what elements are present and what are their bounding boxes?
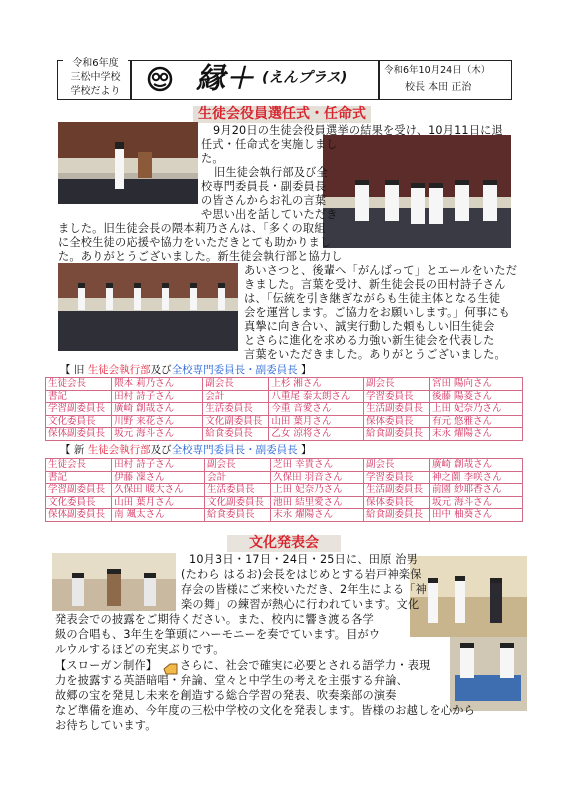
- roster-name: 山田 葉月さん: [269, 415, 364, 428]
- bracket-open: 【: [60, 444, 71, 456]
- bracket-close: 】: [301, 364, 312, 376]
- roster-name: 廣崎 創哉さん: [112, 403, 203, 416]
- roster-new-group1: 生徒会執行部: [87, 444, 151, 456]
- article2-line-3: 存会の皆様にご来校いただき、2年生による「神: [181, 583, 428, 596]
- roster-name: 廣崎 創哉さん: [430, 459, 523, 472]
- roster-role: 副会長: [363, 378, 429, 391]
- roster-role: 生徒会長: [46, 459, 112, 472]
- roster-role: 会計: [203, 390, 269, 403]
- roster-role: 生活委員長: [203, 403, 269, 416]
- roster-role: 生徒会長: [46, 378, 112, 391]
- article2-line-5: 発表会での披露をご期待ください。また、校内に響き渡る各学: [55, 613, 374, 626]
- roster-name: 後藤 陽菱さん: [430, 390, 523, 403]
- roster-new-table: [45, 458, 523, 522]
- roster-old-group2: 全校専門委員長・副委員長: [171, 364, 298, 376]
- roster-role: 給食副委員長: [363, 509, 429, 522]
- roster-name: 神之薗 李咲さん: [430, 471, 523, 484]
- roster-name: 末永 燿陽さん: [271, 509, 364, 522]
- roster-role: 生活委員長: [204, 484, 270, 497]
- article1-line-6: の皆さんからお礼の言葉: [201, 194, 327, 207]
- roster-role: 保体副委員長: [46, 509, 112, 522]
- photo-retiring-council: [58, 263, 238, 351]
- pointing-hand-icon: [163, 660, 178, 672]
- roster-name: 坂元 海斗さん: [430, 496, 523, 509]
- era-year: 令和6年度: [63, 57, 128, 70]
- roster-name: 上田 妃奈乃さん: [271, 484, 364, 497]
- roster-role: 保体委員長: [363, 415, 429, 428]
- roster-name: 田中 柚葵さん: [430, 509, 523, 522]
- roster-name: 末永 燿陽さん: [430, 428, 523, 441]
- roster-name: 前園 紗耶香さん: [430, 484, 523, 497]
- roster-old-heading: [60, 364, 312, 377]
- roster-name: 乙女 涼将さん: [269, 428, 364, 441]
- roster-role: 生活副委員長: [363, 403, 429, 416]
- roster-name: 坂元 海斗さん: [112, 428, 203, 441]
- photo-dance-practice: [410, 556, 527, 637]
- roster-role: 文化委員長: [46, 415, 112, 428]
- article1-line-9: に全校生徒の応援や協力をいただきとても助かりまし: [58, 236, 332, 249]
- roster-role: 会計: [204, 471, 270, 484]
- slogan-line-3: 故郷の宝を発見し未来を創造する総合学習の発表、吹奏楽部の演奏: [55, 689, 397, 702]
- roster-row: [46, 484, 523, 497]
- roster-row: [46, 415, 523, 428]
- roster-name: 上田 妃奈乃さん: [430, 403, 523, 416]
- roster-name: 芝田 幸貴さん: [271, 459, 364, 472]
- roster-role: 生活副委員長: [363, 484, 429, 497]
- roster-role: 学習委員長: [363, 471, 429, 484]
- roster-name: 川野 来花さん: [112, 415, 203, 428]
- article1-line-2: 任式・任命式を実施しまし: [201, 138, 338, 151]
- roster-role: 文化副委員長: [204, 496, 270, 509]
- photo-speech: [58, 122, 198, 204]
- article2-line-7: ルウルするほどの充実ぶりです。: [55, 643, 225, 656]
- roster-role: 学習副委員長: [46, 403, 112, 416]
- article2-heading: 文化発表会: [227, 535, 341, 552]
- article1-line-12: あいさつと、後輩へ「がんばって」とエールをいただ: [244, 264, 518, 277]
- article2-line-6: 級の合唱も、3年生を筆頭にハーモニーを奏でています。目がウ: [55, 628, 381, 641]
- roster-name: 宮田 陽向さん: [430, 378, 523, 391]
- roster-role: 学習委員長: [363, 390, 429, 403]
- article1-line-4: 旧生徒会執行部及び全: [214, 166, 328, 179]
- roster-role: 保体委員長: [363, 496, 429, 509]
- roster-new-prefix: 新: [73, 444, 85, 456]
- slogan-line-2: 力を披露する英語暗唱・弁論、堂々と中学生の考えを主張する弁論、: [55, 674, 409, 687]
- roster-old-and: 及び: [150, 364, 172, 376]
- roster-name: 池田 結里愛さん: [271, 496, 364, 509]
- roster-name: 伊藤 凜さん: [112, 471, 205, 484]
- article2-line-4: 楽の舞」の練習が熱心に行われています。文化: [181, 598, 420, 611]
- roster-row: [46, 378, 523, 391]
- article1-line-17: とさらに進化を求める力強い新生徒会を代表した: [244, 334, 495, 347]
- slogan-label: 【スローガン制作】: [55, 659, 158, 672]
- roster-row: [46, 459, 523, 472]
- roster-role: 給食委員長: [203, 428, 269, 441]
- roster-old-prefix: 旧: [73, 364, 85, 376]
- roster-name: 今重 音愛さん: [269, 403, 364, 416]
- roster-name: 上杉 湘さん: [269, 378, 364, 391]
- roster-row: [46, 496, 523, 509]
- roster-new-heading: [60, 444, 312, 457]
- roster-role: 学習副委員長: [46, 484, 112, 497]
- article1-line-10: た。ありがとうございました。新生徒会執行部と協力し: [58, 250, 343, 263]
- article1-line-1: 9月20日の生徒会役員選挙の結果を受け、10月11日に退: [213, 124, 503, 137]
- roster-role: 文化副委員長: [203, 415, 269, 428]
- roster-role: 副会長: [363, 459, 429, 472]
- roster-role: 給食副委員長: [363, 428, 429, 441]
- issue-date: 令和6年10月24日（木）: [384, 65, 491, 76]
- photo-slogan-making: [450, 637, 527, 711]
- roster-row: [46, 403, 523, 416]
- bracket-open: 【: [60, 364, 71, 376]
- roster-name: 有元 悠雅さん: [430, 415, 523, 428]
- roster-new-and: 及び: [150, 444, 172, 456]
- slogan-line-5: お待ちしています。: [55, 719, 157, 732]
- roster-role: 副会長: [203, 378, 269, 391]
- article1-line-7: や思い出を話していただき: [201, 208, 338, 221]
- roster-role: 給食委員長: [204, 509, 270, 522]
- article1-heading: 生徒会役員選任式・任命式: [193, 106, 371, 123]
- principal-name: 校長 本田 正治: [405, 82, 472, 93]
- bracket-close: 】: [301, 444, 312, 456]
- roster-role: 副会長: [204, 459, 270, 472]
- roster-name: 八重尾 泰太朗さん: [269, 390, 364, 403]
- newsletter-title: 縁＋: [196, 61, 255, 95]
- roster-name: 田村 詩子さん: [112, 390, 203, 403]
- newsletter-name: 学校だより: [70, 86, 121, 97]
- roster-role: 書記: [46, 471, 112, 484]
- photo-new-council: [323, 135, 511, 248]
- roster-role: 保体副委員長: [46, 428, 112, 441]
- roster-name: 久保田 暖大さん: [112, 484, 205, 497]
- article1-line-8: ました。旧生徒会長の隈本莉乃さんは、「多くの取組: [58, 222, 326, 235]
- roster-old-group1: 生徒会執行部: [87, 364, 151, 376]
- article1-line-3: た。: [201, 152, 224, 165]
- article2-line-1: 10月3日・17日・24日・25日に、田原 治男: [189, 553, 419, 566]
- roster-row: [46, 390, 523, 403]
- roster-row: [46, 428, 523, 441]
- school-emblem-icon: [147, 66, 173, 92]
- photo-kagura-practice: [52, 553, 176, 611]
- roster-old-table: [45, 377, 523, 441]
- roster-new-group2: 全校専門委員長・副委員長: [171, 444, 298, 456]
- article2-line-2: (たわら はるお)会長をはじめとする岩戸神楽保: [181, 568, 422, 581]
- article1-line-5: 校専門委員長・副委員長: [201, 180, 327, 193]
- roster-name: 南 颯太さん: [112, 509, 205, 522]
- roster-row: [46, 509, 523, 522]
- newsletter-title-reading: (えんプラス): [262, 70, 348, 86]
- roster-name: 田村 詩子さん: [112, 459, 205, 472]
- slogan-line-1: さらに、社会で確実に必要とされる語学力・表現: [180, 659, 431, 672]
- roster-name: 山田 葉月さん: [112, 496, 205, 509]
- article1-line-13: きました。言葉を受け、新生徒会長の田村詩子さん: [244, 278, 506, 291]
- article1-line-14: は、「伝統を引き継ぎながらも生徒主体となる生徒: [244, 292, 501, 305]
- roster-name: 隈本 莉乃さん: [112, 378, 203, 391]
- roster-role: 文化委員長: [46, 496, 112, 509]
- roster-row: [46, 471, 523, 484]
- article1-line-16: 真摯に向き合い、誠実行動した頼もしい旧生徒会: [244, 320, 495, 333]
- slogan-line-4: など準備を進め、今年度の三松中学校の文化を発表します。皆様のお越しを心から: [55, 704, 475, 717]
- roster-role: 書記: [46, 390, 112, 403]
- roster-name: 久保田 羽音さん: [271, 471, 364, 484]
- article1-line-15: 会を運営します。ご協力をお願いします。」何事にも: [244, 306, 510, 319]
- school-name: 三松中学校: [70, 72, 121, 83]
- article1-line-18: 言葉をいただきました。ありがとうございました。: [244, 348, 506, 361]
